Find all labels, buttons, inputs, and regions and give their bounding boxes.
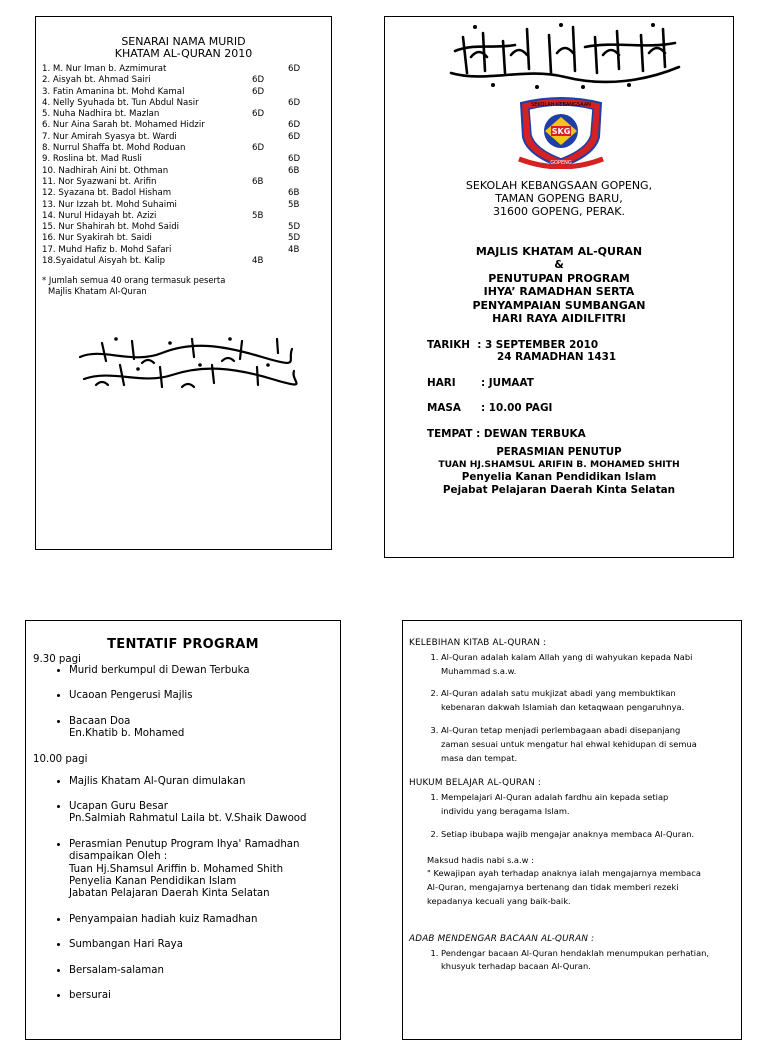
adab-item-line: khusyuk terhadap bacaan Al-Quran.	[441, 961, 591, 972]
arabic-calligraphy-decoration	[72, 335, 298, 391]
adab-title: ADAB MENDENGAR BACAAN AL-QURAN :	[409, 933, 595, 944]
kelebihan-item-line: zaman sesuai untuk mengatur hal ehwal kehidupan di semua	[441, 738, 697, 749]
school-logo	[515, 93, 607, 169]
student-class: 6D	[252, 86, 265, 97]
program-item-line: Penyelia Kanan Pendidikan Islam	[69, 876, 237, 888]
roster-panel	[35, 16, 332, 550]
bismillah-calligraphy	[445, 23, 685, 93]
heading-line: HARI RAYA AIDILFITRI	[492, 312, 626, 326]
hukum-item-line: individu yang beragama Islam.	[441, 805, 570, 816]
program-item-line: En.Khatib b. Mohamed	[69, 728, 185, 740]
hadis-line: Al-Quran, mengajarnya bertenang dan tidak memberi rezeki	[427, 882, 679, 893]
event-heading	[385, 245, 733, 325]
closing-role: Penyelia Kanan Pendidikan Islam	[461, 471, 657, 483]
student-name: 15. Nur Shahirah bt. Mohd Saidi	[42, 222, 180, 233]
hari-value: : JUMAAT	[481, 377, 534, 389]
info-panel	[402, 620, 742, 1040]
kelebihan-title: KELEBIHAN KITAB AL-QURAN :	[409, 638, 547, 648]
student-class: 6D	[288, 97, 301, 108]
hukum-list	[403, 791, 741, 841]
student-class: 5D	[288, 222, 301, 233]
heading-line: PENUTUPAN PROGRAM	[488, 271, 630, 285]
program-item-line: • Murid berkumpul di Dewan Terbuka	[69, 665, 250, 676]
tarikh-row	[427, 339, 598, 351]
program-item	[69, 914, 340, 926]
kelebihan-item-line: 1. Al-Quran adalah kalam Allah yang di wahyukan kepada Nabi	[441, 651, 693, 662]
hukum-item-line: 1. Mempelajari Al-Quran adalah fardhu ain kepada setiap	[441, 792, 669, 803]
student-name: 5. Nuha Nadhira bt. Mazlan	[42, 109, 160, 120]
student-row	[42, 109, 331, 120]
student-name: 16. Nur Syakirah bt. Saidi	[42, 233, 152, 244]
tarikh-value: : 3 SEPTEMBER 2010	[477, 339, 599, 351]
hari-label: HARI	[427, 377, 456, 389]
program-item	[69, 839, 340, 901]
closing-title: PERASMIAN PENUTUP	[496, 447, 622, 458]
tarikh-hijri-row	[497, 351, 616, 363]
student-name: 18.Syaidatul Aisyah bt. Kalip	[42, 256, 166, 267]
student-row	[42, 132, 331, 143]
logo-mid-text: SKG	[551, 127, 571, 136]
roster-title-line1: SENARAI NAMA MURID	[121, 35, 246, 48]
student-class: 6D	[288, 64, 301, 74]
adab-item	[441, 947, 741, 975]
student-row	[42, 233, 331, 244]
student-row	[42, 64, 331, 75]
adab-item-line: 1. Pendengar bacaan Al-Quran hendaklah menumpukan perhatian,	[441, 947, 710, 958]
logo-bottom-text: GOPENG	[550, 160, 572, 166]
student-class: 4B	[252, 256, 264, 267]
kelebihan-list	[403, 651, 741, 766]
program-list-2	[26, 776, 340, 1003]
kelebihan-item	[441, 687, 741, 715]
tarikh-label: TARIKH	[427, 339, 470, 351]
student-name: 3. Fatin Amanina bt. Mohd Kamal	[42, 86, 185, 97]
program-item-line: • Ucaoan Pengerusi Majlis	[69, 690, 193, 702]
student-class: 6D	[252, 75, 265, 86]
program-item-line: • bersurai	[69, 990, 111, 1002]
cover-panel	[384, 16, 734, 558]
program-item-line: • Majlis Khatam Al-Quran dimulakan	[69, 775, 246, 787]
kelebihan-item-line: 2. Al-Quran adalah satu mukjizat abadi yang membuktikan	[441, 688, 676, 699]
heading-line: PENYAMPAIAN SUMBANGAN	[472, 298, 646, 312]
program-item	[69, 776, 340, 788]
program-item-line: • Bacaan Doa	[69, 715, 131, 727]
student-row	[42, 166, 331, 177]
student-row	[42, 120, 331, 131]
student-class: 6B	[288, 188, 300, 199]
tempat-value: : DEWAN TERBUKA	[476, 428, 586, 440]
kelebihan-item	[441, 651, 741, 679]
student-row	[42, 98, 331, 109]
school-city: 31600 GOPENG, PERAK.	[492, 205, 626, 218]
program-item-line: Tuan Hj.Shamsul Ariffin b. Mohamed Shith	[69, 863, 284, 875]
student-name: 10. Nadhirah Aini bt. Othman	[42, 165, 169, 176]
student-name: 12. Syazana bt. Badol Hisham	[42, 188, 172, 199]
student-row	[42, 256, 331, 267]
student-row	[42, 211, 331, 222]
student-class: 6D	[252, 143, 265, 154]
masa-value: : 10.00 PAGI	[481, 402, 553, 414]
program-item-line: • Ucapan Guru Besar	[69, 801, 168, 813]
program-item-line: Jabatan Pelajaran Daerah Kinta Selatan	[69, 888, 270, 900]
student-class: 6D	[288, 131, 301, 142]
hukum-item	[441, 791, 741, 819]
student-row	[42, 177, 331, 188]
program-item	[69, 716, 340, 741]
logo-top-text: SEKOLAH KEBANGSAAN	[531, 102, 591, 108]
student-row	[42, 245, 331, 256]
hukum-item	[441, 828, 741, 842]
heading-line: &	[554, 258, 564, 272]
kelebihan-item	[441, 724, 741, 765]
tempat-label: TEMPAT	[427, 428, 473, 440]
program-item	[69, 990, 340, 1002]
student-name: 8. Nurrul Shaffa bt. Mohd Roduan	[42, 143, 186, 154]
time-slot-2: 10.00 pagi	[33, 753, 88, 765]
program-item-line: disampaikan Oleh :	[69, 851, 168, 863]
time-slot-1: 9.30 pagi	[33, 654, 81, 665]
adab-list	[403, 947, 741, 975]
student-class: 6B	[288, 165, 300, 176]
student-class: 6B	[252, 176, 264, 187]
program-item	[69, 965, 340, 977]
student-name: 2. Aisyah bt. Ahmad Sairi	[42, 75, 151, 86]
school-address	[385, 179, 733, 218]
student-name: 17. Muhd Hafiz b. Mohd Safari	[42, 244, 172, 255]
student-class: 5D	[288, 233, 301, 244]
roster-title-line2: KHATAM AL-QURAN 2010	[114, 47, 253, 60]
student-row	[42, 200, 331, 211]
program-item-line: • Bersalam-salaman	[69, 964, 164, 976]
hukum-title: HUKUM BELAJAR AL-QURAN :	[409, 778, 542, 789]
hukum-item-line: 2. Setiap ibubapa wajib mengajar anaknya membaca Al-Quran.	[441, 828, 695, 839]
kelebihan-item-line: kebenaran dakwah Islamiah dan ketaqwaan pengaruhnya.	[441, 702, 685, 713]
closing-office: Pejabat Pelajaran Daerah Kinta Selatan	[442, 483, 676, 496]
student-class: 4B	[288, 244, 300, 255]
heading-line: IHYA’ RAMADHAN SERTA	[483, 285, 635, 299]
student-list	[42, 64, 331, 267]
student-class: 5B	[252, 210, 264, 221]
hadis-text	[427, 867, 741, 908]
program-item-line: Pn.Salmiah Rahmatul Laila bt. V.Shaik Dawood	[69, 813, 307, 825]
closing-officiator	[385, 447, 733, 496]
program-item-line: • Penyampaian hadiah kuiz Ramadhan	[69, 913, 258, 925]
student-class: 5B	[288, 199, 300, 210]
kelebihan-item-line: masa dan tempat.	[441, 752, 518, 763]
student-row	[42, 154, 331, 165]
student-row	[42, 87, 331, 98]
student-name: 9. Roslina bt. Mad Rusli	[42, 154, 142, 165]
program-item-line: • Perasmian Penutup Program Ihya' Ramadhan	[69, 838, 300, 850]
student-class: 6D	[252, 109, 265, 120]
heading-line: MAJLIS KHATAM AL-QURAN	[475, 245, 643, 258]
masa-label: MASA	[427, 402, 461, 414]
hadis-line: " Kewajipan ayah terhadap anaknya ialah mengajarnya membaca	[427, 868, 701, 879]
program-item	[69, 690, 340, 702]
student-name: 13. Nur Izzah bt. Mohd Suhaimi	[42, 199, 177, 210]
closing-name: TUAN HJ.SHAMSUL ARIFIN B. MOHAMED SHITH	[438, 459, 680, 470]
student-name: 1. M. Nur Iman b. Azmimurat	[42, 64, 167, 74]
program-list-1	[26, 665, 340, 741]
program-item-line: • Sumbangan Hari Raya	[69, 939, 183, 951]
hadis-title: Maksud hadis nabi s.a.w :	[427, 854, 534, 865]
tentatif-title: TENTATIF PROGRAM	[107, 637, 259, 652]
student-row	[42, 188, 331, 199]
student-row	[42, 143, 331, 154]
student-row	[42, 222, 331, 233]
total-note	[42, 275, 331, 296]
school-name: SEKOLAH KEBANGSAAN GOPENG,	[465, 179, 653, 192]
tarikh-hijri-value: 24 RAMADHAN 1431	[497, 351, 617, 363]
tempat-row	[427, 428, 586, 440]
total-note-line2: Majlis Khatam Al-Quran	[48, 285, 147, 296]
student-row	[42, 75, 331, 86]
kelebihan-item-line: 3. Al-Quran tetap menjadi perlembagaan abadi disepanjang	[441, 724, 681, 735]
hari-row	[427, 377, 534, 389]
tentatif-panel	[25, 620, 341, 1040]
student-class: 6D	[288, 154, 301, 165]
student-name: 4. Nelly Syuhada bt. Tun Abdul Nasir	[42, 97, 199, 108]
student-name: 6. Nur Aina Sarah bt. Mohamed Hidzir	[42, 120, 205, 131]
hadis-line: kepadanya kecuali yang baik-baik.	[427, 895, 571, 906]
school-street: TAMAN GOPENG BARU,	[495, 192, 623, 205]
roster-title	[36, 36, 331, 60]
student-name: 14. Nurul Hidayah bt. Azizi	[42, 210, 157, 221]
program-item	[69, 665, 340, 677]
kelebihan-item-line: Muhammad s.a.w.	[441, 665, 517, 676]
program-item	[69, 939, 340, 951]
masa-row	[427, 402, 552, 414]
student-class: 6D	[288, 120, 301, 131]
student-name: 7. Nur Amirah Syasya bt. Wardi	[42, 131, 177, 142]
total-note-line1: * Jumlah semua 40 orang termasuk peserta	[42, 275, 226, 286]
program-item	[69, 801, 340, 826]
student-name: 11. Nor Syazwani bt. Arifin	[42, 176, 157, 187]
